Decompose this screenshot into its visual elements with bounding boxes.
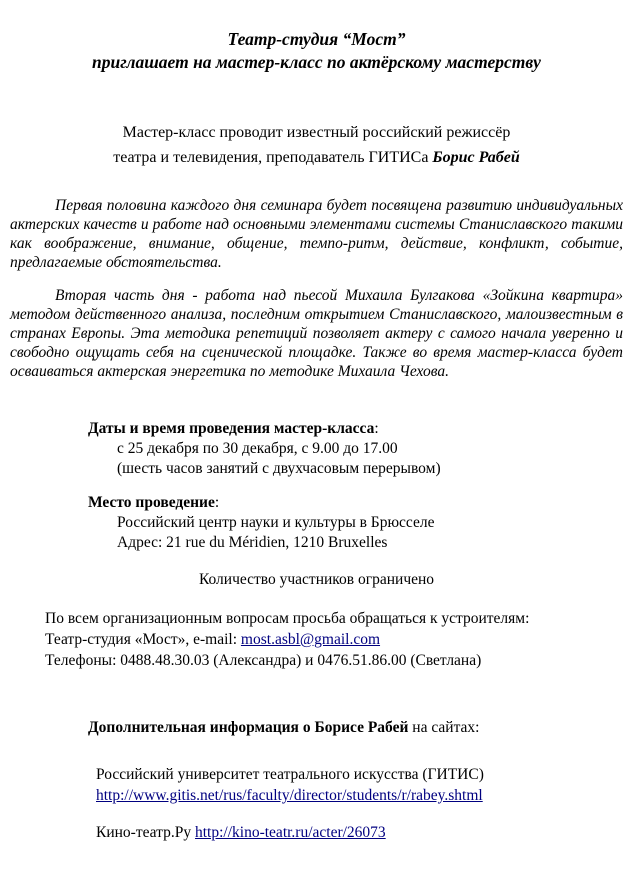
- contacts-phones-line: Телефоны: 0488.48.30.03 (Александра) и 0476.51.86.00 (Светлана): [45, 652, 482, 669]
- more-info-label-bold: Дополнительная информация о Борисе Рабей: [88, 719, 409, 736]
- contacts-intro-line: По всем организационным вопросам просьба обращаться к устроителям:: [45, 610, 530, 627]
- contacts-email-label: Театр-студия «Мост», e-mail:: [45, 631, 241, 648]
- site-gitis: [96, 764, 623, 806]
- more-info-section: [10, 717, 623, 843]
- intro-line-1: Мастер-класс проводит известный российский режиссёр: [122, 124, 511, 141]
- site-kinoteatr-link[interactable]: http://kino-teatr.ru/acter/26073: [195, 824, 386, 841]
- email-link[interactable]: most.asbl@gmail.com: [240, 631, 381, 648]
- venue-label: Место проведение: [88, 494, 215, 511]
- more-info-heading: [88, 717, 623, 738]
- site-gitis-link[interactable]: http://www.gitis.net/rus/faculty/director/students/r/rabey.shtml: [96, 787, 483, 804]
- paragraph-morning-program: Первая половина каждого дня семинара будет посвящена развитию индивидуальных актерских качеств и работе над основными элементами системы Станиславского такими как воображение, внимание, общение, темпо-ритм, действие, конфликт, событие, предлагаемые обстоятельства.: [10, 197, 623, 271]
- schedule-dates: с 25 декабря по 30 декабря, с 9.00 до 17.00: [117, 440, 398, 457]
- schedule-colon: :: [374, 420, 379, 437]
- paragraph-afternoon-program: Вторая часть дня - работа над пьесой Михаила Булгакова «Зойкина квартира» методом действенного анализа, последним открытием Станиславского, малоизвестным в странах Европы. Эта методика репетиций позволяет актеру с самого начала уверенно и свободно ощущать себя на сценической площадке. Также во время мастер-класса будет осваиваться актерская энергетика по методике Михаила Чехова.: [10, 287, 623, 380]
- document-title: [10, 28, 623, 74]
- site-kinoteatr-name: Кино-театр.Ру: [96, 824, 195, 841]
- intro-line-2-text: театра и телевидения, преподаватель ГИТИСа: [113, 149, 433, 166]
- venue-colon: :: [214, 494, 220, 511]
- intro-text: [10, 120, 623, 170]
- venue-name: Российский центр науки и культуры в Брюсселе: [117, 514, 435, 531]
- schedule-heading: [88, 419, 623, 439]
- contacts-section: [45, 608, 623, 671]
- venue-section: [88, 493, 623, 553]
- schedule-label: Даты и время проведения мастер-класса: [88, 420, 375, 437]
- site-kinoteatr: [96, 822, 623, 843]
- title-line-1: Театр-студия “Мост”: [227, 29, 406, 49]
- participants-note: Количество участников ограничено: [198, 571, 435, 588]
- presenter-name: Борис Рабей: [432, 149, 520, 166]
- intro-line-2: [10, 145, 623, 170]
- schedule-section: [88, 419, 623, 479]
- contacts-email-line: [45, 629, 623, 650]
- venue-heading: [88, 493, 623, 513]
- title-line-2: приглашает на мастер-класс по актёрскому мастерству: [92, 52, 541, 72]
- schedule-hours-note: (шесть часов занятий с двухчасовым перерывом): [117, 460, 441, 477]
- venue-address: Адрес: 21 rue du Méridien, 1210 Bruxelles: [117, 534, 388, 551]
- site-gitis-name: Российский университет театрального искусства (ГИТИС): [96, 766, 484, 783]
- more-info-label-rest: на сайтах:: [408, 719, 480, 736]
